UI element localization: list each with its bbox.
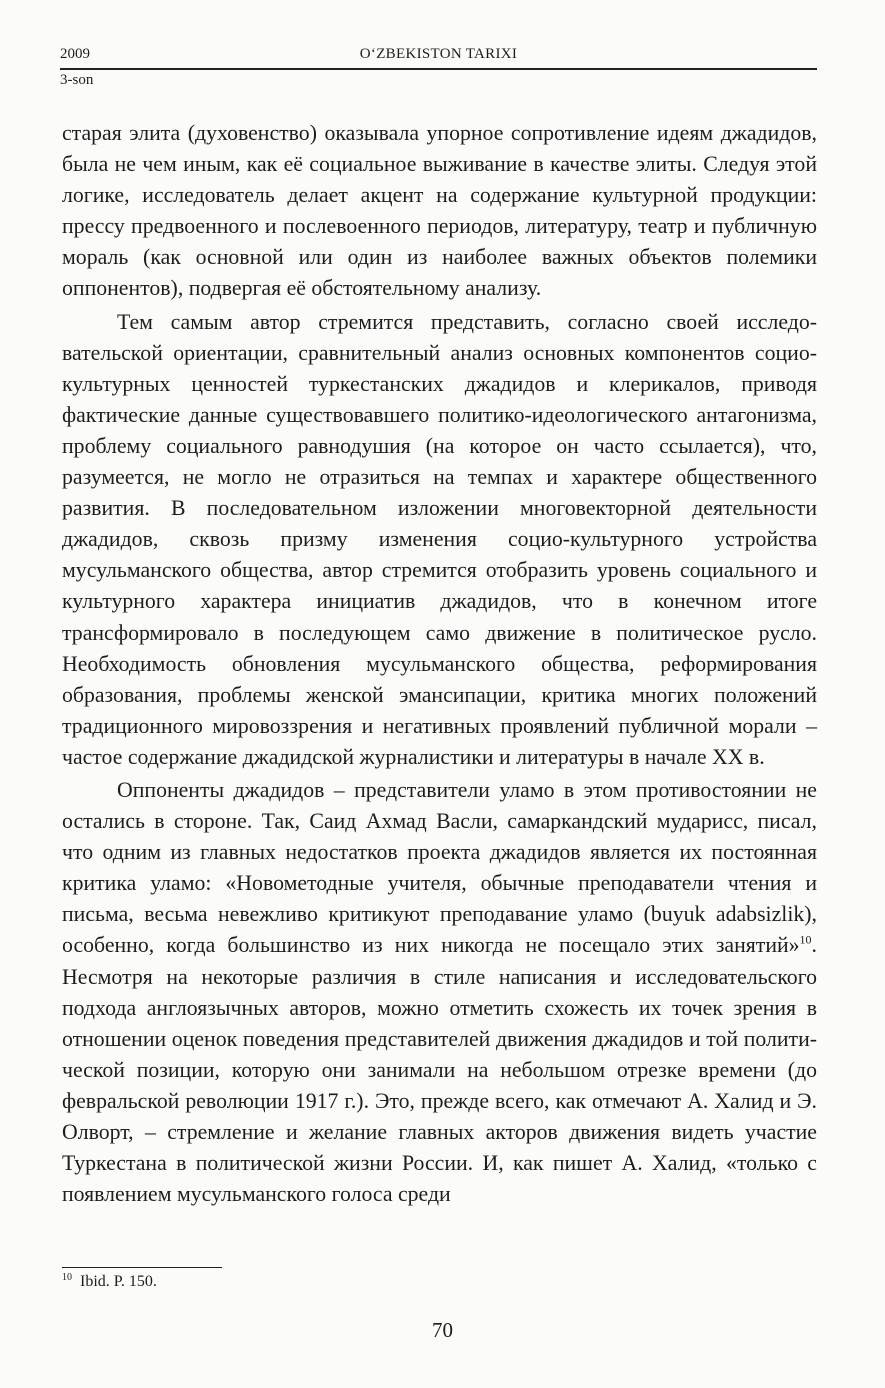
header-journal-title: O‘ZBEKISTON TARIXI [359, 46, 518, 62]
paragraph-1: старая элита (духовенство) оказывала упорное сопротивление идеям джадидов, была не чем иным, как её социальное выживание в качестве элиты. Следуя этой логике, исследователь делает акцент на содержание культурной продукции: прессу предвоенного и послевоенного периодов, литературу, театр и публичную мораль (как основной или один из наиболее важных объектов полемики оппонентов), подвергая её обстоятельному анализу. [62, 121, 817, 301]
footnote-number: 10 [62, 1271, 72, 1283]
page-number: 70 [432, 1318, 453, 1342]
footnote-rule [62, 1267, 222, 1268]
header-issue: 3-son [60, 72, 94, 88]
paragraph-2: Тем самым автор стремится представить, согласно своей исследовательской ориентации, сравнительный анализ основных компонентов социо-культурных ценностей туркестанских джадидов и клерикалов, приводя фактические данные существовавшего политико-идеологического антагонизма, проблему социального равнодушия (на которое он часто ссылается), что, разумеется, не могло не отразиться на темпах и характере общественного развития. В последовательном изложении многовекторной деятельности джадидов, сквозь призму изменения социо-культурного устройства мусульманского общества, автор стремится отобразить уровень социального и культурного характера инициатив джадидов, что в конечном итоге трансформировало в последующем само движение в политическое русло. Необходимость обновления мусульманского общества, реформирования образования, проблемы женской эмансипации, критика многих положений традиционного мировоззрения и негативных проявлений публичной морали – частое содержание джадидской журналистики и литературы в начале XX в. [62, 309, 817, 769]
body-text [62, 118, 817, 1210]
header-rule [60, 68, 817, 70]
footnote-text: Ibid. P. 150. [80, 1273, 157, 1290]
paragraph-3-text-before: Оппоненты джадидов – представители уламо в этом противостоянии не остались в стороне. Так, Саид Ахмад Васли, самаркандский мударисс, писал, что одним из главных недостатков проекта джадидов является их постоянная критика уламо: «Новометодные учителя, обычные преподаватели чтения и письма, весьма невежливо критикуют преподавание уламо (buyuk adabsizlik), особенно, когда большинство из них никогда не посещало этих занятий» [62, 777, 817, 958]
paragraph-3 [62, 775, 817, 1210]
paragraph-3-text-after: . Несмотря на некоторые различия в стиле написания и исследовательского подхода англоязычных авторов, можно отметить схожесть их точек зрения в отношении оценок поведения представителей движения джадидов и той политической позиции, которую они занимали на небольшом отрезке времени (до февральской революции 1917 г.). Это, прежде всего, как отмечают А. Халид и Э. Олворт, – стремление и желание главных акторов движения видеть участие Туркестана в политической жизни России. И, как пишет А. Халид, «только с появлением мусульманского голоса среди [62, 933, 817, 1207]
header-year: 2009 [60, 46, 90, 62]
footnote-reference[interactable]: 10 [799, 933, 812, 948]
footnote [62, 1273, 157, 1291]
running-header [60, 42, 817, 86]
